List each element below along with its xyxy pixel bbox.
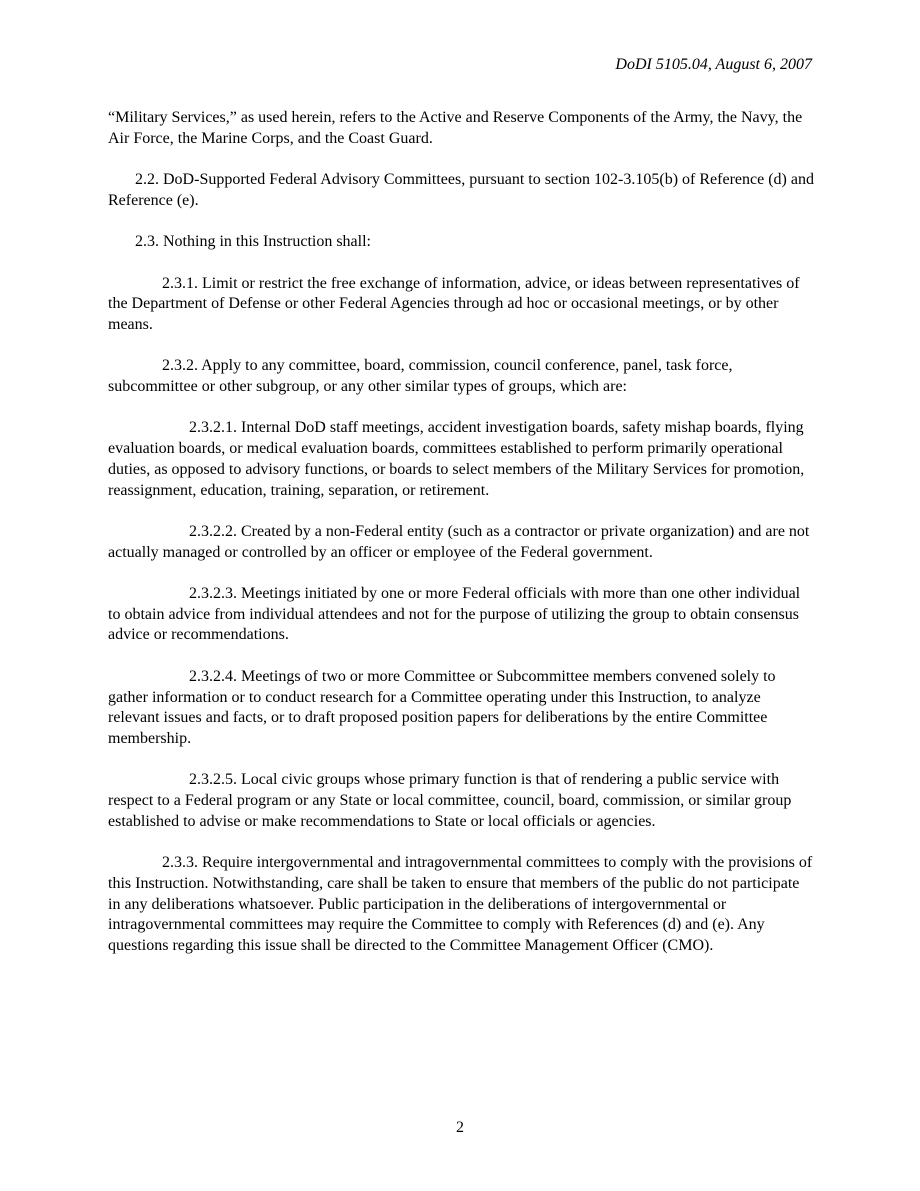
paragraph-2-3: 2.3. Nothing in this Instruction shall:	[135, 233, 371, 251]
document-header: DoDI 5105.04, August 6, 2007	[615, 56, 812, 73]
paragraph-2-3-2-5: 2.3.2.5. Local civic groups whose primary function is that of rendering a public service with respect to a Federal program or any State or local committee, council, board, commission, or similar group established to advise or make recommendations to State or local officials or agencies.	[108, 771, 792, 830]
page-number: 2	[456, 1119, 464, 1136]
paragraph-2-3-2-4: 2.3.2.4. Meetings of two or more Committee or Subcommittee members convened solely to gather information or to conduct research for a Committee operating under this Instruction, to analyze relevant issues and facts, or to draft proposed position papers for deliberations by the entire Committee membership.	[108, 667, 776, 747]
paragraph-military-services-definition: “Military Services,” as used herein, refers to the Active and Reserve Components of the Army, the Navy, the Air Force, the Marine Corps, and the Coast Guard.	[108, 109, 803, 147]
paragraph-2-3-2-3: 2.3.2.3. Meetings initiated by one or more Federal officials with more than one other individual to obtain advice from individual attendees and not for the purpose of utilizing the group to obtain consensus advice or recommendations.	[108, 585, 801, 644]
paragraph-2-3-2-1: 2.3.2.1. Internal DoD staff meetings, accident investigation boards, safety mishap boards, flying evaluation boards, or medical evaluation boards, committees established to perform primarily operational duties, as opposed to advisory functions, or boards to select members of the Military Services for promotion, reassignment, education, training, separation, or retirement.	[108, 419, 805, 499]
paragraph-2-3-2: 2.3.2. Apply to any committee, board, commission, council conference, panel, task force, subcommittee or other subgroup, or any other similar types of groups, which are:	[108, 357, 733, 396]
document-body	[108, 108, 814, 977]
paragraph-2-3-2-2: 2.3.2.2. Created by a non-Federal entity (such as a contractor or private organization) and are not actually managed or controlled by an officer or employee of the Federal government.	[108, 522, 810, 561]
paragraph-2-2: 2.2. DoD-Supported Federal Advisory Committees, pursuant to section 102-3.105(b) of Reference (d) and Reference (e).	[108, 171, 814, 209]
paragraph-2-3-3: 2.3.3. Require intergovernmental and intragovernmental committees to comply with the provisions of this Instruction. Notwithstanding, care shall be taken to ensure that members of the public do not participate in any deliberations whatsoever. Public participation in the deliberations of intergovernmental or intragovernmental committees may require the Committee to comply with References (d) and (e). Any questions regarding this issue shall be directed to the Committee Management Officer (CMO).	[108, 854, 813, 954]
paragraph-2-3-1: 2.3.1. Limit or restrict the free exchange of information, advice, or ideas between representatives of the Department of Defense or other Federal Agencies through ad hoc or occasional meetings, or by other means.	[108, 274, 800, 333]
